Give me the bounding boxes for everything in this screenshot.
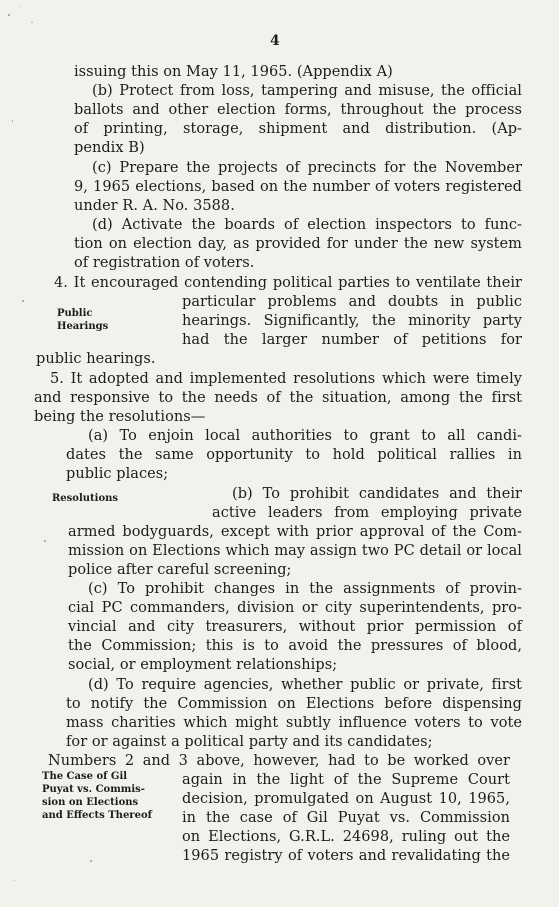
text-line: 4. It encouraged contending political parties to ventilate their [54,275,522,291]
text-line: mission on Elections which may assign two PC detail or local [68,543,522,559]
text-line: cial PC commanders, division or city superintendents, pro- [68,600,522,616]
text-line: public hearings. [36,351,156,367]
text-line: vincial and city treasurers, without prior permission of [68,619,522,635]
text-line: armed bodyguards, except with prior approval of the Com- [68,524,522,540]
text-line: issuing this on May 11, 1965. (Appendix A) [74,64,393,80]
text-line: active leaders from employing private [212,505,522,521]
text-line: the Commission; this is to avoid the pressures of blood, [68,638,522,654]
text-line: decision, promulgated on August 10, 1965, [182,791,510,807]
text-line: of printing, storage, shipment and distribution. (Ap- [74,121,522,137]
scan-speck [44,540,46,542]
text-line: (c) Prepare the projects of precincts for the November [92,160,522,176]
text-line: particular problems and doubts in public [182,294,522,310]
text-line: social, or employment relationships; [68,657,338,673]
text-line: of registration of voters. [74,255,255,271]
text-line: public places; [66,466,169,482]
scan-speck [8,14,10,16]
page-number: 4 [270,33,280,49]
text-line: (d) To require agencies, whether public or private, first [88,677,522,693]
text-line: 9, 1965 elections, based on the number of voters registered [74,179,522,195]
scan-speck [31,22,33,23]
scan-speck [12,120,13,122]
text-line: on Elections, G.R.L. 24698, ruling out the [182,829,510,845]
text-line: tion on election day, as provided for under the new system [74,236,522,252]
scan-speck [20,6,21,7]
text-line: again in the light of the Supreme Court [182,772,510,788]
text-line: 1965 registry of voters and revalidating the [182,848,510,864]
text-line: and responsive to the needs of the situation, among the first [34,390,522,406]
text-line: pendix B) [74,140,145,156]
text-line: under R. A. No. 3588. [74,198,235,214]
text-line: Numbers 2 and 3 above, however, had to be worked over [48,753,510,769]
scan-speck [14,880,15,881]
text-line: (c) To prohibit changes in the assignments of provin- [88,581,522,597]
sidenote-gil-puyat-case: The Case of Gil Puyat vs. Commis- sion on Elections and Effects Thereof [42,771,152,821]
text-line: dates the same opportunity to hold political rallies in [66,447,522,463]
text-line: police after careful screening; [68,562,292,578]
scan-speck [90,860,92,862]
text-line: in the case of Gil Puyat vs. Commission [182,810,510,826]
text-line: had the larger number of petitions for [182,332,522,348]
scan-speck [22,300,24,302]
sidenote-public-hearings: Public Hearings [57,308,109,332]
sidenote-resolutions: Resolutions [52,493,119,504]
text-line: being the resolutions— [34,409,206,425]
text-line: hearings. Significantly, the minority party [182,313,522,329]
text-line: mass charities which might subtly influence voters to vote [66,715,522,731]
text-line: ballots and other election forms, throughout the process [74,102,522,118]
text-line: to notify the Commission on Elections before dispensing [66,696,522,712]
text-line: 5. It adopted and implemented resolutions which were timely [50,371,522,387]
text-line: (a) To enjoin local authorities to grant to all candi- [88,428,522,444]
text-line: for or against a political party and its candidates; [66,734,433,750]
text-line: (b) To prohibit candidates and their [232,486,522,502]
text-line: (b) Protect from loss, tampering and misuse, the official [92,83,522,99]
text-line: (d) Activate the boards of election inspectors to func- [92,217,522,233]
